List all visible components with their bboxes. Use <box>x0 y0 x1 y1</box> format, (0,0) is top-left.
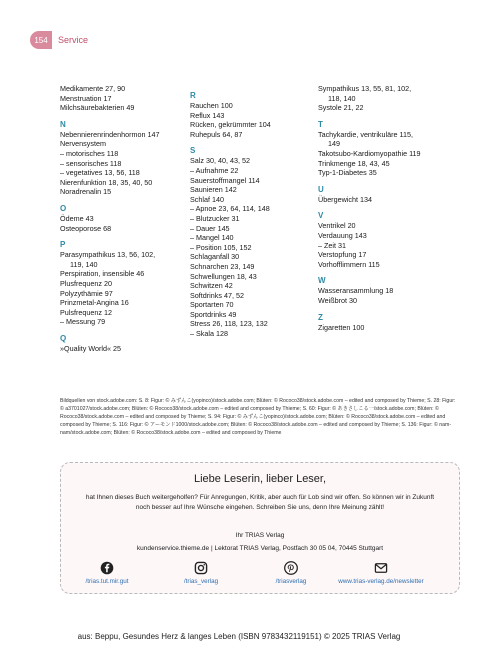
index-entry: Softdrinks 47, 52 <box>190 290 244 300</box>
index-column-3 <box>318 84 458 332</box>
index-entry: Rücken, gekrümmter 104 <box>190 120 271 130</box>
index-letter-heading: Z <box>318 312 323 322</box>
index-entry: Verdauung 143 <box>318 230 367 240</box>
index-entry: Medikamente 27, 90 <box>60 84 126 93</box>
index-letter-heading: N <box>60 119 66 129</box>
index-letter-heading: S <box>190 146 196 156</box>
index-entry: Prinzmetal-Angina 16 <box>60 298 129 308</box>
index-entry: Reflux 143 <box>190 110 225 120</box>
index-entry: Salz 30, 40, 43, 52 <box>190 156 250 166</box>
index-entry: Saunieren 142 <box>190 185 237 195</box>
index-entry: Nebennierenrindenhormon 147 <box>60 129 160 139</box>
index-entry: Trinkmenge 18, 43, 45 <box>318 158 390 168</box>
index-letter-heading: V <box>318 211 324 221</box>
instagram-icon <box>194 561 208 575</box>
social-instagram[interactable] <box>161 561 241 585</box>
index-entry: – vegetatives 13, 56, 118 <box>60 168 140 178</box>
index-entry: Sympathikus 13, 55, 81, 102, <box>318 84 412 93</box>
index-entry: Osteoporose 68 <box>60 223 112 233</box>
index-letter-heading: T <box>318 119 323 129</box>
facebook-icon <box>100 561 114 575</box>
facebook-link[interactable]: /trias.tut.mir.gut <box>85 578 129 585</box>
feedback-text: hat Ihnen dieses Buch weitergeholfen? Für Anregungen, Kritik, aber auch für Lob sind wir offen. So können wir in Zukunft noch besser auf Ihre Wünsche eingehen. Schreiben Sie uns, denn Ihre Meinung zählt! <box>85 494 435 511</box>
index-entry: Rauchen 100 <box>190 101 233 110</box>
index-entry: Ödeme 43 <box>60 213 94 223</box>
index-entry: – sensorisches 118 <box>60 158 122 168</box>
index-entry: Typ-1-Diabetes 35 <box>318 168 377 178</box>
index-letter-heading: Q <box>60 333 67 343</box>
index-letter-heading: O <box>60 203 67 213</box>
index-letter-heading: W <box>318 276 326 286</box>
index-entry: Plusfrequenz 20 <box>60 278 112 288</box>
index-entry: Noradrenalin 15 <box>60 187 112 197</box>
index-entry: Wasseransammlung 18 <box>318 286 394 296</box>
footer-source: aus: Beppu, Gesundes Herz & langes Leben (ISBN 9783432119151) © 2025 TRIAS Verlag <box>77 632 401 641</box>
index-entry-continuation: 149 <box>328 139 340 149</box>
index-entry: Nierenfunktion 18, 35, 40, 50 <box>60 177 153 187</box>
index-entry: Tachykardie, ventrikuläre 115, <box>318 129 413 139</box>
index-entry: Ventrikel 20 <box>318 221 356 231</box>
index-entry: Zigaretten 100 <box>318 322 365 332</box>
newsletter-link[interactable]: www.trias-verlag.de/newsletter <box>338 578 424 585</box>
feedback-address: kundenservice.thieme.de | Lektorat TRIAS Verlag, Postfach 30 05 04, 70445 Stuttgart <box>136 545 384 552</box>
index-entry: Stress 26, 118, 123, 132 <box>190 319 268 329</box>
index-entry: Perspiration, insensible 46 <box>60 269 145 279</box>
index-entry: Schwellungen 18, 43 <box>190 271 257 281</box>
index-entry: – Zeit 31 <box>318 240 346 250</box>
index-entry: – motorisches 118 <box>60 148 119 158</box>
index-entry: Schlaf 140 <box>190 194 224 204</box>
index-entry: Systole 21, 22 <box>318 103 364 113</box>
reader-feedback-box <box>60 462 460 594</box>
index-entry: – Aufnahme 22 <box>190 165 239 175</box>
index-entry: Weißbrot 30 <box>318 295 358 305</box>
mail-icon <box>374 561 388 575</box>
index-entry: Menstruation 17 <box>60 93 112 103</box>
index-entry: Sportarten 70 <box>190 300 234 310</box>
index-entry: – Skala 128 <box>190 329 228 339</box>
page-number-badge: 154 <box>30 31 52 49</box>
social-facebook[interactable] <box>67 561 147 585</box>
index-entry: Sportdrinks 49 <box>190 309 237 319</box>
index-entry: Verstopfung 17 <box>318 250 367 260</box>
index-entry: Schwitzen 42 <box>190 281 233 291</box>
index-entry: Ruhepuls 64, 87 <box>190 129 243 139</box>
image-credits: Bildquellen von stock.adobe.com: S. 8: Figur: © みずんこ(yopinco)/stock.adobe.com; Blüten: © Rococo38/stock.adobe.com – edited and composed by Thieme; S. 28: Figur: © a3701027/stock.adobe.com; Blüten: © Rococo38/stock.adobe.com – edited and composed by Thieme; S. 60: Figur: © あきさしこる一/stock.adobe.com; Blüten: © Rococo38/stock.adobe.com – edited and composed by Thieme; S. 94: Figur: © みずんこ(yopinco)/stock.adobe.com; Blüten: © Rococo38/stock.adobe.com – edited and composed by Thieme; S. 116: Figur: © アーモンド1000/stock.adobe.com; Blüten: © Rococo38/stock.adobe.com – edited and composed by Thieme; S. 136: Figur: © nam-nam/stock.adobe.com; Blüten: © Rococo38/stock.adobe.com – edited and composed by Thieme <box>60 398 456 436</box>
social-newsletter[interactable] <box>306 561 456 585</box>
index-letter-heading: U <box>318 184 324 194</box>
feedback-signature: Ihr TRIAS Verlag <box>235 532 285 539</box>
index-entry-continuation: 118, 140 <box>328 93 356 103</box>
index-entry: Schlaganfall 30 <box>190 252 240 262</box>
index-column-2 <box>190 84 315 339</box>
index-letter-heading: R <box>190 91 196 100</box>
index-entry: – Messung 79 <box>60 317 106 327</box>
index-entry: – Dauer 145 <box>190 223 230 233</box>
index-entry: Übergewicht 134 <box>318 194 372 204</box>
feedback-title: Liebe Leserin, lieber Leser, <box>193 473 327 485</box>
index-entry: – Blutzucker 31 <box>190 213 240 223</box>
index-entry: Nervensystem <box>60 139 106 149</box>
pinterest-link[interactable]: /triasverlag <box>275 578 307 585</box>
index-letter-heading: P <box>60 240 66 250</box>
section-label: Service <box>58 35 89 45</box>
index-column-1 <box>60 84 175 353</box>
index-entry: Takotsubo-Kardiomyopathie 119 <box>318 148 421 158</box>
index-entry: – Mangel 140 <box>190 233 234 243</box>
index-entry: Pulsfrequenz 12 <box>60 307 112 317</box>
index-entry: – Apnoe 23, 64, 114, 148 <box>190 204 270 214</box>
index-entry: Vorhofflimmern 115 <box>318 259 380 269</box>
index-entry: Parasympathikus 13, 56, 102, <box>60 250 156 260</box>
index-entry: – Position 105, 152 <box>190 242 252 252</box>
index-entry-continuation: 119, 140 <box>70 259 98 269</box>
instagram-link[interactable]: /trias_verlag <box>183 578 219 585</box>
index-entry: Polyzythämie 97 <box>60 288 113 298</box>
index-entry: Sauerstoffmangel 114 <box>190 175 260 185</box>
index-entry: Milchsäurebakterien 49 <box>60 103 135 113</box>
index-entry: »Quality World« 25 <box>60 343 121 353</box>
pinterest-icon <box>284 561 298 575</box>
page-header <box>30 30 88 50</box>
index-entry: Schnarchen 23, 149 <box>190 261 255 271</box>
